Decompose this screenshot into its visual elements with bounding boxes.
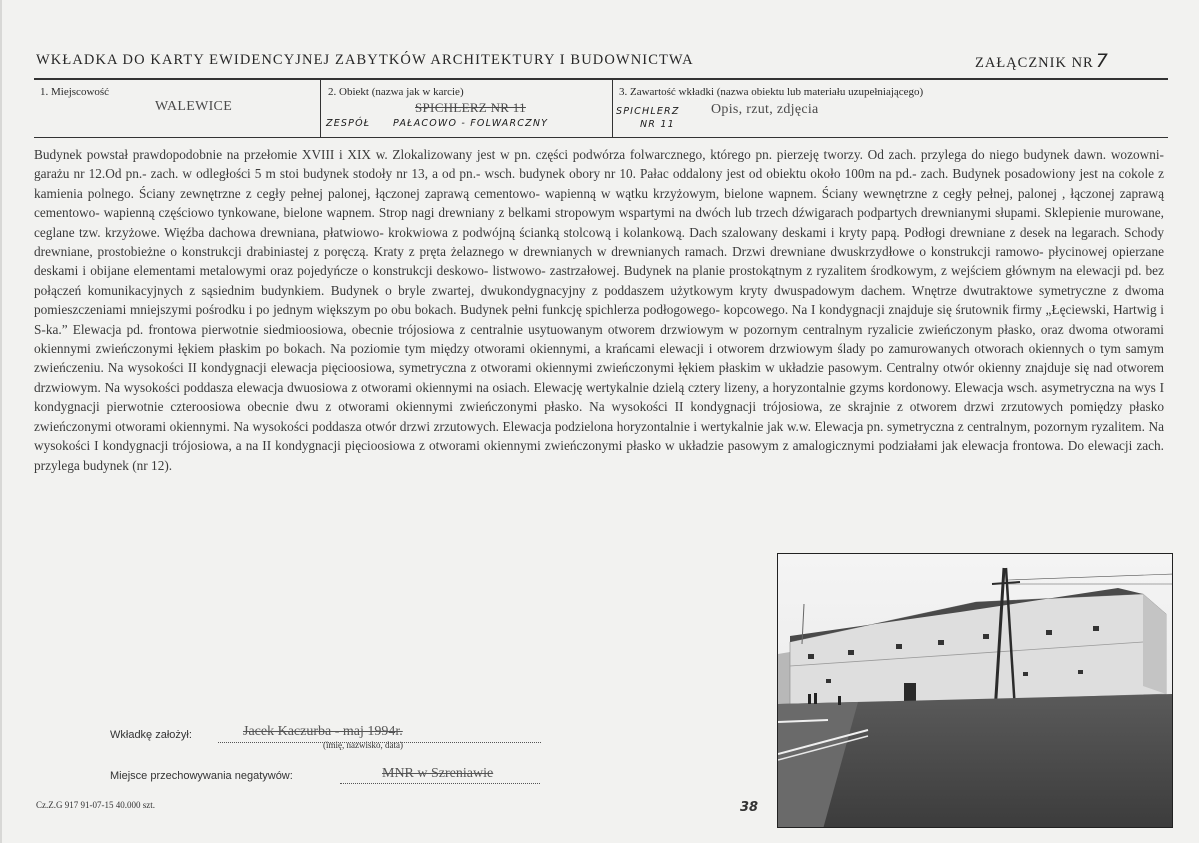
author-caption: (imię, nazwisko, data) — [323, 740, 403, 750]
window — [983, 634, 989, 639]
field-divider-2 — [612, 80, 613, 137]
building-description: Budynek powstał prawdopodobnie na przełomie XVIII i XIX w. Zlokalizowany jest w pn. części podwórza folwarcznego, którego pn. pierzeję tworzy. Od zach. przylega do niego budynek dawn. wozowni- garażu nr 12.Od pn.- zach. w odległości 5 m stoi budynek stodoły nr 13, a od pn.- wsch. budynek obory nr 10. Pałac oddalony jest od obiektu około 100m na pd.- zach. Budynek posadowiony jest na cokole z kamienia polnego. Ściany zewnętrzne z cegły pełnej palonej, łączonej zaprawą cementowo- wapienną w wątku krzyżowym, bielone wapnem. Ściany wewnętrzne z cegły pełnej, palonej , łączonej zaprawą cementowo- wapienną częściowo tynkowane, bielone wapnem. Strop nagi drewniany z belkami stropowym wspartymi na dwóch lub trzech dźwigarach podpartych drewnianymi słupami. Sklepienie murowane, ceglane tzw. krzyżowe. Więźba dachowa drewniana, płatwiowo- krokwiowa z podwójną ścianką stolcową i kolankową. Dach szalowany deskami i kryty papą. Podłogi drewniane z desek na legarach. Schody drewniane, prostobieżne o konstrukcji drabiniastej z poręczą. Kraty z pręta żelaznego w drewnianych w drewnianych ramach. Drzwi drewniane dwuskrzydłowe o konstrukcji ramowo- płycinowej opierzane deskami i obijane elementami metalowymi oraz pojedyńcze o konstrukcji deskowo- listwowo- zastrzałowej. Budynek na planie prostokątnym z ryzalitem środkowym, z wejściem głównym na elewacji pd. bez połączeń komunikacyjnych z sąsiednim budynkiem. Budynek o bryle zwartej, dwukondygnacyjny z poddaszem użytkowym kryty dwuspadowym dachem. Wnętrze dwutraktowe symetryczne z dwoma pomieszczeniami mniejszymi pośrodku i po jednym większym po obu bokach. Budynek pełni funkcję spichlerza podłogowego- kopcowego. Na I kondygnacji znajduje się śrutownik firmy „Łęciewski, Hartwig i S-ka.” Elewacja pd. frontowa pierwotnie siedmioosiowa, obecnie trójosiowa z centralnie usytuowanym otworem drzwiowym w pozornym centralnym ryzalicie zwieńczonym płasko, oraz dwoma otworami okiennymi zwieńczonymi łękiem płaskim po bokach. Na poziomie tym między otworami okiennymi, a krańcami elewacji i otworem drzwiowym ślady po zamurowanych otworach okiennych o tym samym zwieńczeniu. Na wysokości II kondygnacji elewacja pięcioosiowa, symetryczna z otworami okiennymi zwieńczonymi łękiem płaskim w układzie pasowym. Centralny otwór okienny znajduje się nad otworem drzwiowym. Na wysokości poddasza elewacja dwuosiowa z otworami okiennymi na osiach. Elewację wertykalnie dzielą cztery lizeny, a horyzontalnie gzyms kordonowy. Elewacja wsch. asymetryczna na wys I kondygnacji pierwotnie czteroosiowa obecnie dwu z otworami okiennymi zwieńczonymi płasko. Na wysokości II kondygnacji trójosiowa, ze skrajnie z otworem drzwi zrzutowych pomiędzy płasko zwieńczonymi otworami okiennymi. Na wysokości poddasza otwór drzwi zrzutowych. Elewacja podzielona horyzontalnie i wertykalnie jak w.w. Elewacja pn. symetryczna z centralnym, pozornym ryzalitem. Na wysokości I kondygnacji trójosiowa, a na II kondygnacji pięcioosiowa z otworami okiennymi zwieńczonymi płasko w układzie pasowym z amalogicznymi podziałami jak elewacja frontowa. Do elewacji zach. przylega budynek (nr 12). — [34, 147, 1164, 473]
author-value: Jacek Kaczurba - maj 1994r. — [243, 724, 403, 739]
field-divider-1 — [320, 80, 321, 137]
window — [848, 650, 854, 655]
header-rule-top — [34, 78, 1168, 80]
contents-handwritten-1: SPICHLERZ — [616, 106, 680, 117]
person — [814, 693, 817, 704]
annex-label — [975, 50, 1109, 72]
window — [808, 654, 814, 659]
header-rule-bottom — [34, 137, 1168, 138]
locality-value: WALEWICE — [155, 99, 233, 114]
window — [896, 644, 902, 649]
locality-label: 1. Miejscowość — [40, 86, 110, 98]
door — [904, 683, 916, 703]
print-code: Cz.Z.G 917 91-07-15 40.000 szt. — [36, 800, 155, 810]
negatives-value: MNR w Szreniawie — [382, 766, 494, 781]
object-handwritten-prefix: ZESPÓŁ — [326, 118, 371, 129]
person — [838, 696, 841, 705]
annex-number: 7 — [1095, 50, 1109, 72]
contents-label: 3. Zawartość wkładki (nazwa obiektu lub materiału uzupełniającego) — [619, 86, 924, 98]
author-label: Wkładkę założył: — [110, 729, 192, 741]
object-label: 2. Obiekt (nazwa jak w karcie) — [328, 86, 464, 98]
window — [1023, 672, 1028, 676]
object-value-struck: SPICHLERZ NR 11 — [415, 100, 526, 115]
page-number: 38 — [740, 800, 759, 815]
left-building — [778, 652, 790, 704]
contents-value: Opis, rzut, zdjęcia — [711, 102, 819, 117]
contents-handwritten-2: NR 11 — [640, 119, 675, 130]
granary-photo-icon — [777, 553, 1173, 828]
window — [1078, 670, 1083, 674]
object-handwritten: PAŁACOWO - FOLWARCZNY — [393, 118, 549, 129]
annex-label-text: ZAŁĄCZNIK NR — [975, 55, 1094, 71]
photo-image — [778, 554, 1173, 828]
negatives-dotline — [340, 783, 540, 784]
person — [808, 694, 811, 704]
window — [1093, 626, 1099, 631]
window — [938, 640, 944, 645]
window — [826, 679, 831, 683]
window — [1046, 630, 1052, 635]
negatives-label: Miejsce przechowywania negatywów: — [110, 770, 293, 782]
form-title: WKŁADKA DO KARTY EWIDENCYJNEJ ZABYTKÓW ARCHITEKTURY I BUDOWNICTWA — [36, 52, 694, 68]
